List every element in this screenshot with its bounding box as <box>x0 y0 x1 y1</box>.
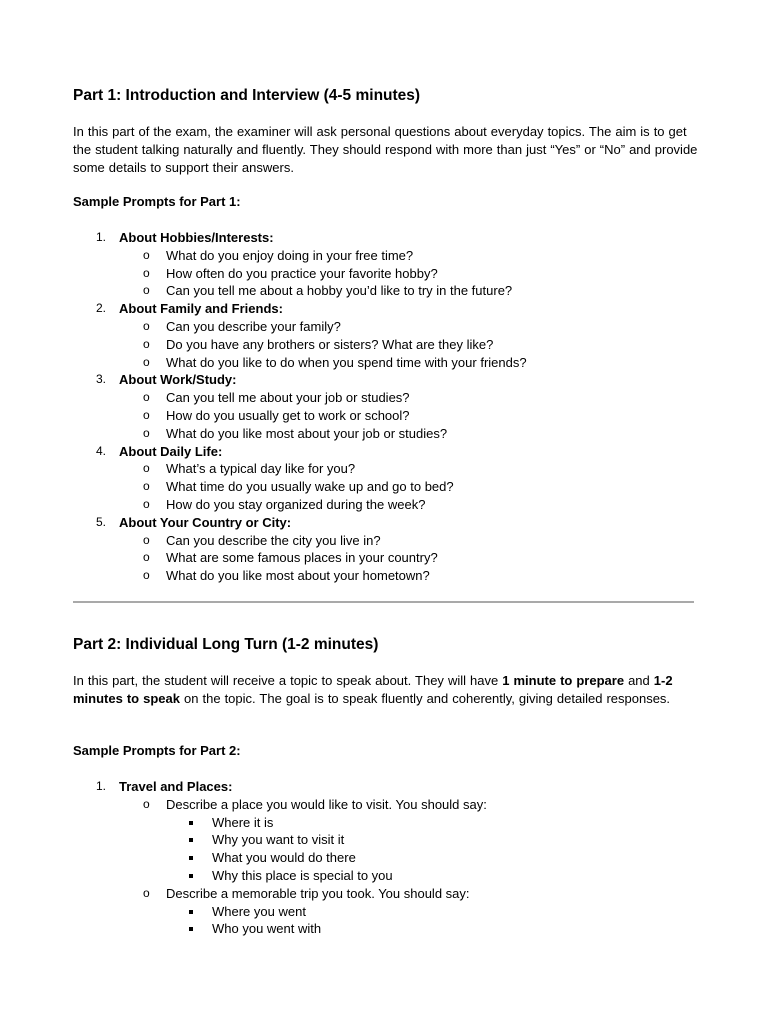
section-label: About Hobbies/Interests: <box>119 230 274 245</box>
circle-bullet-icon: o <box>143 479 150 494</box>
question-text: Can you describe your family? <box>166 318 341 334</box>
list-item <box>0 567 768 585</box>
part2-prompt-list <box>0 778 768 938</box>
section-label: Travel and Places: <box>119 779 233 794</box>
list-item <box>0 300 768 318</box>
part2-heading: Part 2: Individual Long Turn (1-2 minutes) <box>73 636 379 653</box>
question-text: What’s a typical day like for you? <box>166 461 356 477</box>
list-item <box>0 849 768 867</box>
list-item <box>0 885 768 903</box>
question-text: Can you describe the city you live in? <box>166 532 381 548</box>
circle-bullet-icon: o <box>143 532 150 547</box>
part2-intro-text: and <box>624 673 654 688</box>
question-text: Can you tell me about a hobby you’d like to try in the future? <box>166 283 513 299</box>
list-item <box>0 831 768 849</box>
part1-heading: Part 1: Introduction and Interview (4-5 minutes) <box>73 87 421 104</box>
section-label: About Work/Study: <box>119 372 237 388</box>
prompt-text: Describe a memorable trip you took. You should say: <box>166 885 470 901</box>
question-text: How do you usually get to work or school? <box>166 407 410 423</box>
circle-bullet-icon: o <box>143 496 150 511</box>
list-item <box>0 514 768 532</box>
list-item <box>0 496 768 514</box>
circle-bullet-icon: o <box>143 568 150 583</box>
list-item <box>0 778 768 796</box>
section-divider <box>73 601 694 603</box>
circle-bullet-icon: o <box>143 265 150 280</box>
prompt-text: Describe a place you would like to visit. You should say: <box>166 796 487 812</box>
section-label: About Your Country or City: <box>119 514 292 530</box>
point-text: Who you went with <box>212 921 322 937</box>
circle-bullet-icon: o <box>143 461 150 476</box>
list-item <box>0 532 768 550</box>
part2-intro-text: In this part, the student will receive a topic to speak about. They will have <box>73 673 503 688</box>
list-item <box>0 425 768 443</box>
square-bullet-icon <box>189 910 193 914</box>
circle-bullet-icon: o <box>143 390 150 405</box>
square-bullet-icon <box>189 838 193 842</box>
question-text: What do you like most about your job or studies? <box>166 425 448 441</box>
prepare-time-emphasis: 1 minute to prepare <box>502 673 625 688</box>
list-item <box>0 336 768 354</box>
list-item <box>0 478 768 496</box>
part1-prompt-list <box>0 229 768 585</box>
point-text: Where you went <box>212 903 306 919</box>
list-item <box>0 920 768 938</box>
circle-bullet-icon: o <box>143 283 150 298</box>
list-item <box>0 389 768 407</box>
circle-bullet-icon: o <box>143 425 150 440</box>
list-item <box>0 460 768 478</box>
question-text: What time do you usually wake up and go to bed? <box>166 479 454 495</box>
circle-bullet-icon: o <box>143 318 150 333</box>
speak-time-emphasis: 1-2 minutes to speak <box>73 673 673 706</box>
point-text: Why you want to visit it <box>212 832 345 848</box>
circle-bullet-icon: o <box>143 407 150 422</box>
square-bullet-icon <box>189 821 193 825</box>
section-label: About Family and Friends: <box>119 301 283 317</box>
circle-bullet-icon: o <box>143 550 150 565</box>
list-item <box>0 796 768 814</box>
list-item <box>0 229 768 247</box>
section-label: About Daily Life: <box>119 443 223 459</box>
part1-intro-paragraph: In this part of the exam, the examiner will ask personal questions about everyday topics. The aim is to get the student talking naturally and fluently. They should respond with more than just “Yes” or “No” and provide some details to support their answers. <box>73 124 698 175</box>
question-text: What are some famous places in your country? <box>166 550 438 566</box>
list-item <box>0 318 768 336</box>
list-number: 4. <box>96 443 107 458</box>
square-bullet-icon <box>189 927 193 931</box>
list-number: 5. <box>96 514 107 529</box>
point-text: What you would do there <box>212 850 356 866</box>
circle-bullet-icon: o <box>143 885 150 900</box>
point-text: Why this place is special to you <box>212 867 393 883</box>
list-item <box>0 247 768 265</box>
circle-bullet-icon: o <box>143 247 150 262</box>
circle-bullet-icon: o <box>143 354 150 369</box>
part2-intro-text: on the topic. The goal is to speak fluently and coherently, giving detailed responses. <box>180 691 671 706</box>
list-item <box>0 814 768 832</box>
question-text: What do you like to do when you spend time with your friends? <box>166 354 527 370</box>
list-item <box>0 443 768 461</box>
question-text: Do you have any brothers or sisters? What are they like? <box>166 336 494 352</box>
list-item <box>0 407 768 425</box>
list-item <box>0 549 768 567</box>
list-item <box>0 265 768 283</box>
question-text: What do you like most about your hometown? <box>166 568 430 584</box>
part2-intro-paragraph <box>73 672 703 708</box>
question-text: Can you tell me about your job or studies? <box>166 390 410 406</box>
list-item <box>0 903 768 921</box>
square-bullet-icon <box>189 856 193 860</box>
question-text: What do you enjoy doing in your free time? <box>166 247 414 263</box>
list-number: 1. <box>96 779 107 793</box>
point-text: Where it is <box>212 814 274 830</box>
square-bullet-icon <box>189 874 193 878</box>
list-item <box>0 282 768 300</box>
list-number: 1. <box>96 230 107 244</box>
list-number: 2. <box>96 301 107 316</box>
part2-prompts-heading: Sample Prompts for Part 2: <box>73 743 241 758</box>
circle-bullet-icon: o <box>143 336 150 351</box>
list-item <box>0 371 768 389</box>
list-item <box>0 354 768 372</box>
question-text: How do you stay organized during the week? <box>166 496 426 512</box>
part1-prompts-heading: Sample Prompts for Part 1: <box>73 194 241 209</box>
list-number: 3. <box>96 372 107 387</box>
question-text: How often do you practice your favorite hobby? <box>166 265 438 281</box>
list-item <box>0 867 768 885</box>
circle-bullet-icon: o <box>143 796 150 811</box>
